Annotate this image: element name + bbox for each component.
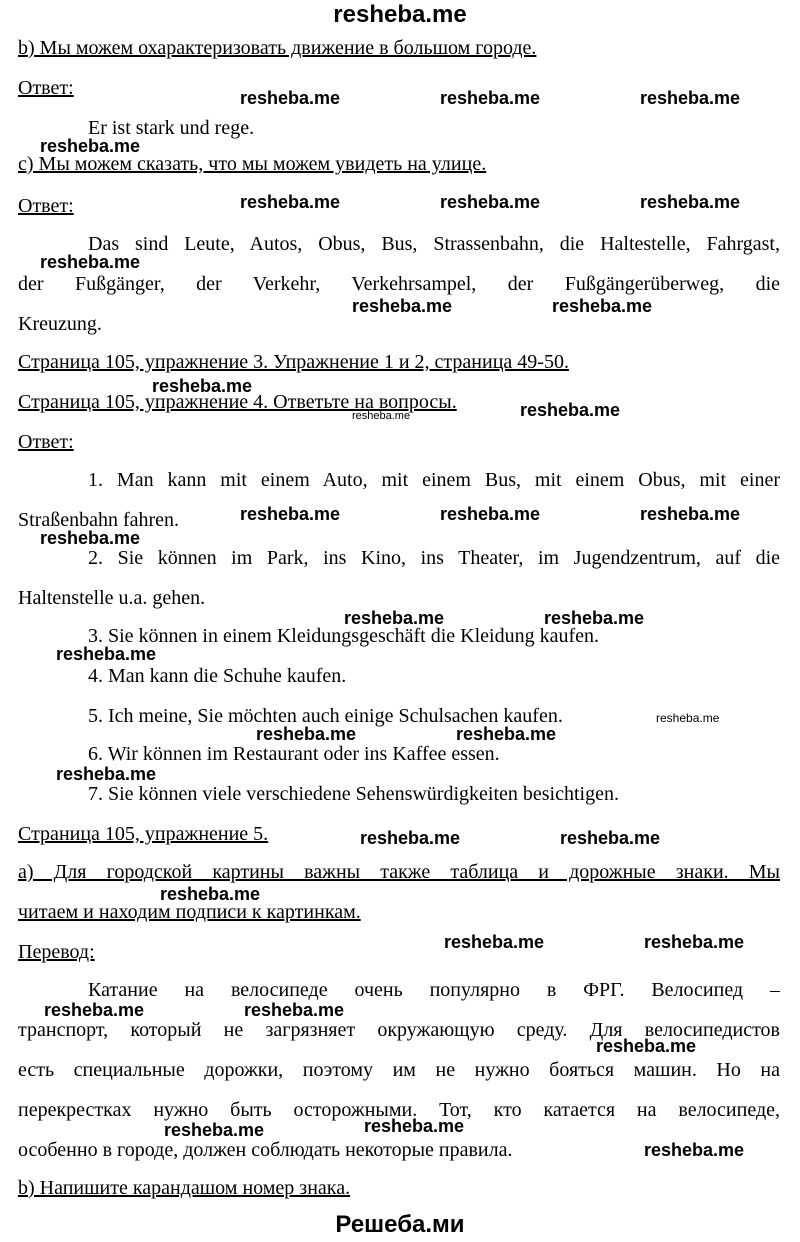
- site-header: resheba.me: [333, 1, 467, 28]
- watermark: resheba.me: [256, 724, 357, 744]
- watermark: resheba.me: [352, 410, 411, 422]
- exercise-3-heading: Страница 105, упражнение 3. Упражнение 1 и 2, страница 49-50.: [18, 351, 569, 373]
- watermark: resheba.me: [344, 608, 445, 628]
- exercise-4-heading: Страница 105, упражнение 4. Ответьте на вопросы.: [18, 391, 457, 413]
- answer-c-line: der Fußgänger, der Verkehr, Verkehrsampel, der Fußgängerüberweg, die: [18, 273, 780, 295]
- translation-line: есть специальные дорожки, поэтому им не нужно бояться машин. Но на: [18, 1059, 780, 1081]
- watermark: resheba.me: [240, 88, 341, 108]
- watermark: resheba.me: [544, 608, 645, 628]
- watermark: resheba.me: [40, 136, 141, 156]
- answer-c-line: Kreuzung.: [18, 313, 102, 335]
- watermark: resheba.me: [56, 644, 157, 664]
- answer-item: 4. Man kann die Schuhe kaufen.: [88, 665, 347, 687]
- exercise-5-heading: Страница 105, упражнение 5.: [18, 823, 269, 845]
- watermark: resheba.me: [656, 711, 720, 725]
- watermark: resheba.me: [40, 528, 141, 548]
- watermark: resheba.me: [240, 192, 341, 212]
- watermark: resheba.me: [44, 1000, 145, 1020]
- answer-c-line: Das sind Leute, Autos, Obus, Bus, Strassenbahn, die Haltestelle, Fahrgast,: [88, 233, 780, 255]
- watermark: resheba.me: [56, 764, 157, 784]
- watermark: resheba.me: [596, 1036, 697, 1056]
- watermark: resheba.me: [456, 724, 557, 744]
- answer-item: 5. Ich meine, Sie möchten auch einige Schulsachen kaufen.: [88, 705, 563, 727]
- watermark: resheba.me: [444, 932, 545, 952]
- answer-item: Haltenstelle u.a. gehen.: [18, 587, 206, 609]
- question-c: c) Мы можем сказать, что мы можем увидеть на улице.: [18, 153, 487, 175]
- exercise-5a-line: a) Для городской картины важны также таблица и дорожные знаки. Мы: [18, 861, 780, 883]
- watermark: resheba.me: [164, 1120, 265, 1140]
- watermark: resheba.me: [440, 192, 541, 212]
- answer-item: 7. Sie können viele verschiedene Sehenswürdigkeiten besichtigen.: [88, 783, 619, 805]
- exercise-5b-heading: b) Напишите карандашом номер знака.: [18, 1177, 351, 1199]
- translation-line: Катание на велосипеде очень популярно в ФРГ. Велосипед –: [88, 979, 780, 1001]
- answer-label: Ответ:: [18, 77, 74, 99]
- watermark: resheba.me: [644, 932, 745, 952]
- translation-label: Перевод:: [18, 941, 95, 963]
- watermark: resheba.me: [440, 504, 541, 524]
- watermark: resheba.me: [244, 1000, 345, 1020]
- watermark: resheba.me: [640, 88, 741, 108]
- answer-label: Ответ:: [18, 431, 74, 453]
- translation-line: транспорт, который не загрязняет окружающую среду. Для велосипедистов: [18, 1019, 780, 1041]
- watermark: resheba.me: [644, 1140, 745, 1160]
- watermark: resheba.me: [352, 296, 453, 316]
- translation-line: особенно в городе, должен соблюдать некоторые правила.: [18, 1139, 513, 1161]
- watermark: resheba.me: [40, 252, 141, 272]
- question-b: b) Мы можем охарактеризовать движение в большом городе.: [18, 37, 537, 59]
- translation-line: перекрестках нужно быть осторожными. Тот, кто катается на велосипеде,: [18, 1099, 780, 1121]
- watermark: resheba.me: [560, 828, 661, 848]
- site-footer: Решеба.ми: [335, 1211, 465, 1238]
- watermark: resheba.me: [552, 296, 653, 316]
- answer-label: Ответ:: [18, 195, 74, 217]
- watermark: resheba.me: [240, 504, 341, 524]
- watermark: resheba.me: [520, 400, 621, 420]
- answer-item: 1. Man kann mit einem Auto, mit einem Bus, mit einem Obus, mit einer: [88, 469, 780, 491]
- watermark: resheba.me: [152, 376, 253, 396]
- watermark: resheba.me: [640, 192, 741, 212]
- watermark: resheba.me: [640, 504, 741, 524]
- watermark: resheba.me: [364, 1116, 465, 1136]
- watermark: resheba.me: [160, 884, 261, 904]
- answer-item: 2. Sie können im Park, ins Kino, ins Theater, im Jugendzentrum, auf die: [88, 547, 780, 569]
- answer-b: Er ist stark und rege.: [88, 117, 255, 139]
- watermark: resheba.me: [360, 828, 461, 848]
- answer-item: 3. Sie können in einem Kleidungsgeschäft die Kleidung kaufen.: [88, 625, 599, 647]
- answer-item: 6. Wir können im Restaurant oder ins Kaffee essen.: [88, 743, 500, 765]
- watermark: resheba.me: [440, 88, 541, 108]
- answer-item: Straßenbahn fahren.: [18, 509, 180, 531]
- exercise-5a-line: читаем и находим подписи к картинкам.: [18, 901, 361, 923]
